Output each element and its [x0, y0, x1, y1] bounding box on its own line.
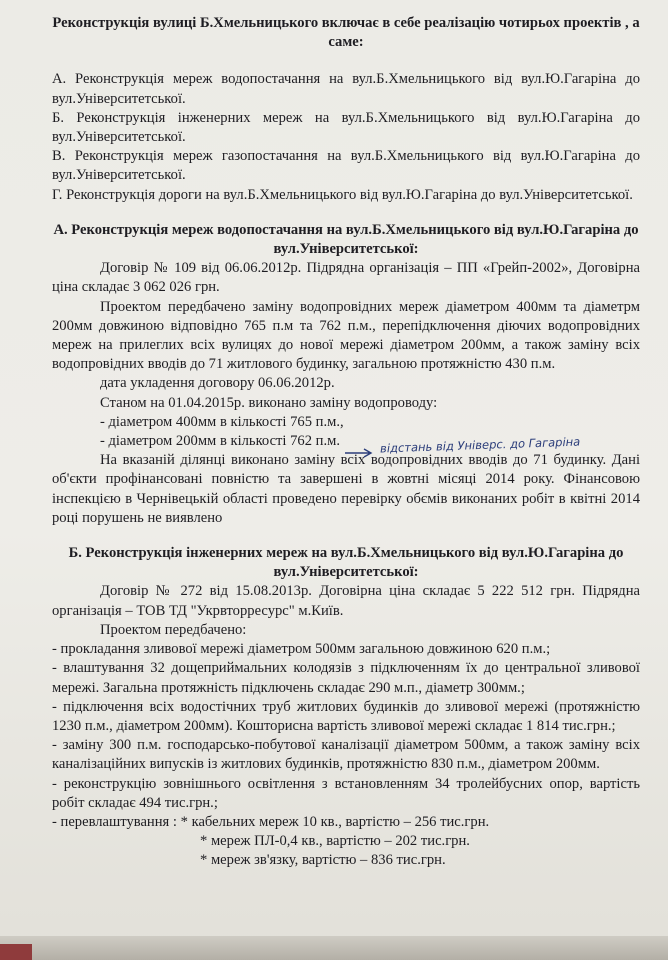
relay-item: * кабельних мереж 10 кв., вартістю – 256 тис.грн. — [180, 813, 490, 830]
section-a-status-item: - діаметром 400мм в кількості 765 п.м., — [100, 413, 344, 430]
handwritten-arrow-icon — [344, 448, 374, 458]
section-a-status-intro: Станом на 01.04.2015р. виконано заміну водопроводу: — [100, 394, 438, 411]
section-a-summary: На вказаній ділянці виконано заміну всіх водопровідних вводів до 71 будинку. Дані об'єкти профінансовані повністю та завершені в жовтні місяці 2014 року. Фінансовою інспекцією в Чернівецькій області проведено перевірку обємів виконаних робіт в квітні 2014 році порушень не виявлено — [52, 452, 640, 526]
project-item-c: В. Реконструкція мереж газопостачання на вул.Б.Хмельницького від вул.Ю.Гагаріна до вул.Університетської. — [52, 148, 640, 184]
document-title: Реконструкція вулиці Б.Хмельницького включає в себе реалізацію чотирьох проектів , а саме: — [52, 15, 640, 51]
section-b-item: - заміну 300 п.м. господарсько-побутової каналізації діаметром 500мм, а також заміну всіх каналізаційних випусків із житлових будинків, протяжністю 830 п.м., діаметром 200мм. — [52, 737, 640, 773]
section-b-intro: Проектом передбачено: — [100, 621, 247, 638]
section-a-heading: А. Реконструкція мереж водопостачання на вул.Б.Хмельницького від вул.Ю.Гагаріна до вул.Університетської: — [53, 221, 639, 258]
page-fold-shadow — [0, 936, 668, 960]
section-a-contract: Договір № 109 від 06.06.2012р. Підрядна організація – ПП «Грейп-2002», Договірна ціна складає 3 062 026 грн. — [52, 260, 640, 296]
relay-item: * мереж ПЛ-0,4 кв., вартістю – 202 тис.грн. — [200, 833, 470, 850]
relay-intro-label: - перевлаштування : — [52, 813, 177, 830]
project-item-d: Г. Реконструкція дороги на вул.Б.Хмельницького від вул.Ю.Гагаріна до вул.Університетської. — [52, 186, 633, 203]
section-b-item: - підключення всіх водостічних труб житлових будинків до зливової мережі (протяжністю 1230 п.м., діаметром 200мм). Кошторисна вартість зливової мережі складає 1 814 тис.грн.; — [52, 698, 640, 734]
section-a-status-item: - діаметром 200мм в кількості 762 п.м. — [100, 433, 341, 450]
section-b-item: - влаштування 32 дощеприймальних колодязів з підключенням їх до центральної зливової мережі. Загальна протяжність підключень складає 290 м.п., діаметр 300мм.; — [52, 660, 640, 696]
background-red-object — [0, 944, 32, 960]
section-b-contract: Договір № 272 від 15.08.2013р. Договірна ціна складає 5 222 512 грн. Підрядна організація – ТОВ ТД "Укрвторресурс" м.Київ. — [52, 583, 640, 619]
project-item-a: А. Реконструкція мереж водопостачання на вул.Б.Хмельницького від вул.Ю.Гагаріна до вул.Університетської. — [52, 71, 640, 107]
section-b-heading: Б. Реконструкція інженерних мереж на вул.Б.Хмельницького від вул.Ю.Гагаріна до вул.Університетської: — [68, 545, 624, 581]
section-a-description: Проектом передбачено заміну водопровідних мереж діаметром 400мм та діаметрм 200мм довжиною відповідно 765 п.м та 762 п.м., перепідключення діючих водопровідних мереж на прилеглих всіх вулицях до нової мережі діаметром 200мм, а також заміну всіх водопровідних вводів до 71 житлового будинку, загальною протяжністю 430 п.м. — [52, 298, 640, 373]
project-item-b: Б. Реконструкція інженерних мереж на вул.Б.Хмельницького від вул.Ю.Гагаріна до вул.Університетської. — [52, 109, 640, 146]
relay-item: * мереж зв'язку, вартістю – 836 тис.грн. — [200, 852, 446, 869]
section-b-relay-intro — [52, 813, 640, 832]
section-b-item: - реконструкцію зовнішнього освітлення з встановленням 34 тролейбусних опор, вартість робіт складає 494 тис.грн.; — [52, 775, 640, 811]
handwritten-note: відстань від Універс. до Гагаріна — [379, 434, 581, 456]
section-a-contract-date: дата укладення договору 06.06.2012р. — [100, 375, 335, 392]
section-b-item: - прокладання зливової мережі діаметром 500мм загальною довжиною 620 п.м.; — [52, 641, 551, 658]
